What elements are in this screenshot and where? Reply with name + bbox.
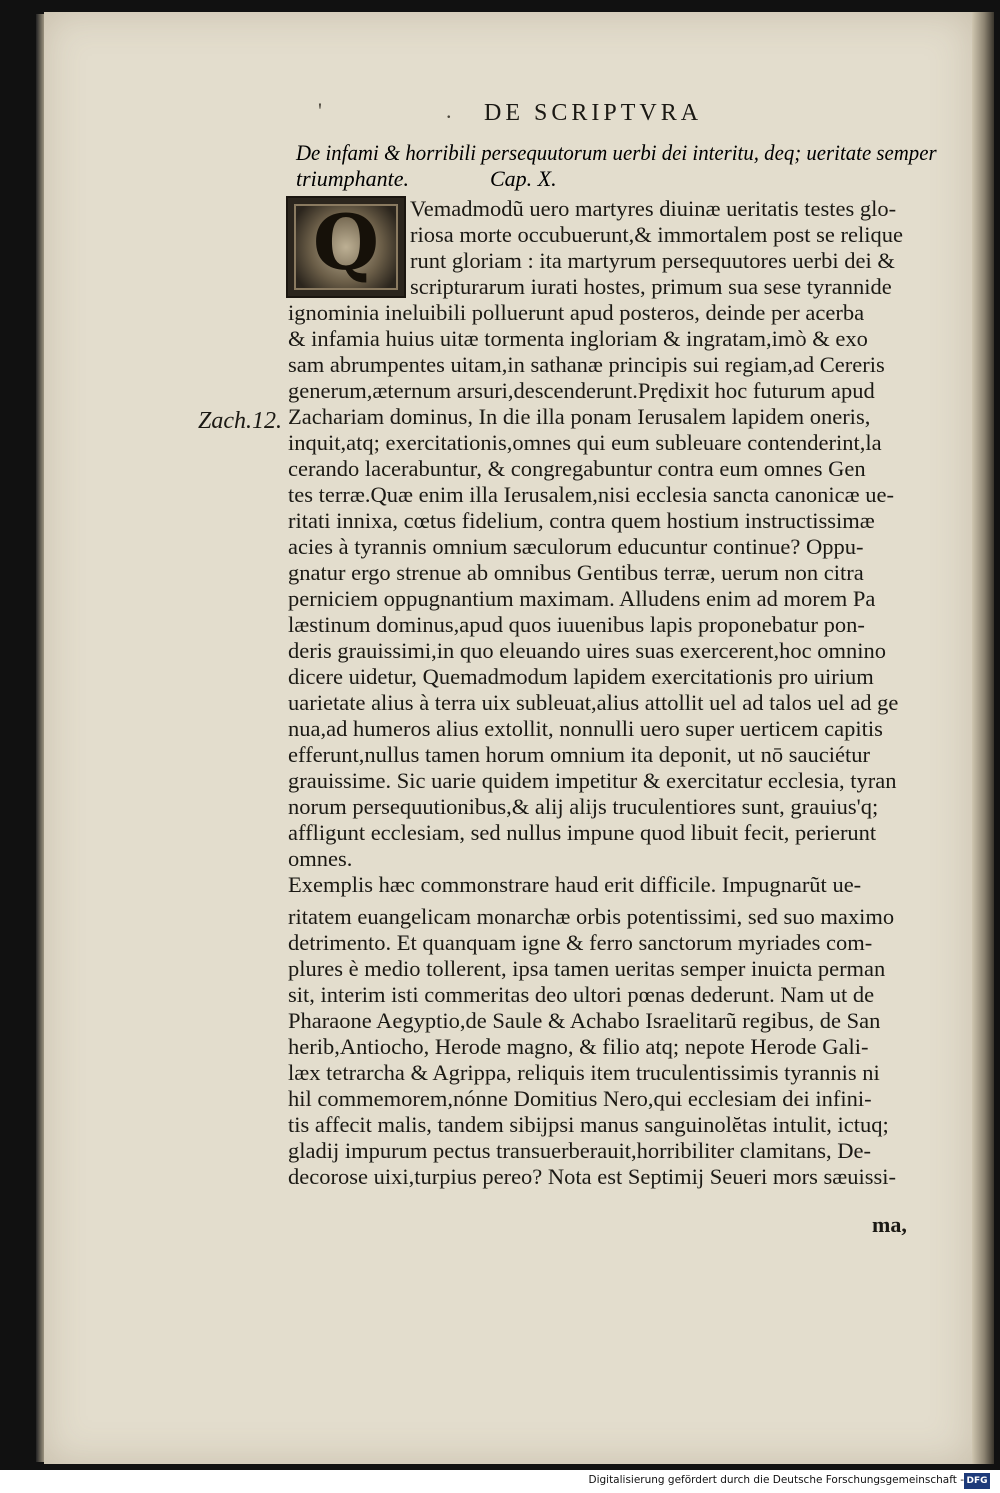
text-line: runt gloriam : ita martyrum persequutores uerbi dei & — [410, 248, 895, 273]
text-line: Zachariam dominus, In die illa ponam Ierusalem lapidem oneris, — [288, 404, 871, 429]
dfg-logo: DFG — [964, 1473, 990, 1489]
text-line: norum persequutionibus,& alij alijs truculentiores sunt, grauius'q; — [288, 794, 879, 819]
text-line: ignominia ineluibili polluerunt apud posteros, deinde per acerba — [288, 300, 865, 325]
text-line: uarietate alius à terra uix subleuat,alius attollit uel ad talos uel ad ge — [288, 690, 899, 715]
text-line: perniciem oppugnantium maximam. Alludens enim ad morem Pa — [288, 586, 876, 611]
text-line: læstinum dominus,apud quos iuuenibus lapis proponebatur pon- — [288, 612, 865, 637]
text-line: ritatem euangelicam monarchæ orbis potentissimi, sed suo maximo — [288, 904, 895, 929]
text-line: tes terræ.Quæ enim illa Ierusalem,nisi ecclesia sancta canonicæ ue- — [288, 482, 895, 507]
text-line: efferunt,nullus tamen horum omnium ita deponit, ut nō sauciétur — [288, 742, 870, 767]
initial-letter: Q — [312, 198, 380, 287]
chapter-title — [296, 140, 936, 192]
text-line: omnes. — [288, 846, 353, 871]
text-line: affligunt ecclesiam, sed nullus impune quod libuit fecit, perierunt — [288, 820, 877, 845]
text-line: Exemplis hæc commonstrare haud erit difficile. Impugnarũt ue- — [288, 872, 862, 897]
chapter-title-line: triumphante. — [296, 166, 410, 191]
text-line: dicere uidetur, Quemadmodum lapidem exercitationis pro uirium — [288, 664, 874, 689]
text-line: læx tetrarcha & Agrippa, reliquis item truculentissimis tyrannis ni — [288, 1060, 880, 1085]
chapter-number: Cap. X. — [490, 166, 557, 191]
text-line: cerando lacerabuntur, & congregabuntur contra eum omnes Gen — [288, 456, 866, 481]
text-line: ritati innixa, cœtus fidelium, contra quem hostium instructissimæ — [288, 508, 875, 533]
page-left-edge — [36, 14, 44, 1462]
text-line: decorose uixi,turpius pereo? Nota est Septimij Seueri mors sæuissi- — [288, 1164, 897, 1189]
text-line: gnatur ergo strenue ab omnibus Gentibus terræ, uerum non citra — [288, 560, 864, 585]
text-line: inquit,atq; exercitationis,omnes qui eum subleuare contenderint,la — [288, 430, 882, 455]
text-line: Vemadmodũ uero martyres diuinæ ueritatis testes glo- — [410, 196, 897, 221]
margin-note: Zach.12. — [198, 408, 282, 434]
text-line: gladij impurum pectus transuerberauit,horribiliter clamitans, De- — [288, 1138, 871, 1163]
text-line: Pharaone Aegyptio,de Saule & Achabo Israelitarũ regibus, de San — [288, 1008, 881, 1033]
head-mark: . — [446, 98, 452, 123]
text-line: scripturarum iurati hostes, primum sua sese tyrannide — [410, 274, 892, 299]
text-line: sam abrumpentes uitam,in sathanæ principis sui regiam,ad Cereris — [288, 352, 885, 377]
chapter-title-line: De infami & horribili persequutorum uerbi dei interitu, deq; ueritate semper — [296, 140, 937, 165]
text-line: herib,Antiocho, Herode magno, & filio atq; nepote Herode Gali- — [288, 1034, 869, 1059]
text-line: riosa morte occubuerunt,& immortalem post se relique — [410, 222, 903, 247]
text-line: deris grauissimi,in quo eleuando uires suas exercerent,hoc omnino — [288, 638, 886, 663]
text-line: nua,ad humeros alius extollit, nonnulli uero super uerticem capitis — [288, 716, 883, 741]
text-line: & infamia huius uitæ tormenta ingloriam & ingratam,imò & exo — [288, 326, 868, 351]
running-head: DE SCRIPTVRA — [484, 100, 703, 126]
text-line: grauissime. Sic uarie quidem impetitur & exercitatur ecclesia, tyran — [288, 768, 897, 793]
text-line: hil commemorem,nónne Domitius Nero,qui ecclesiam dei infini- — [288, 1086, 872, 1111]
text-line: plures è medio tollerent, ipsa tamen ueritas semper inuicta perman — [288, 956, 886, 981]
decorated-initial — [286, 196, 406, 298]
head-mark: ' — [318, 98, 322, 123]
text-line: tis affecit malis, tandem sibijpsi manus sanguinolĕtas intulit, ictuq; — [288, 1112, 889, 1137]
text-line: acies à tyrannis omnium sæculorum educuntur continue? Oppu- — [288, 534, 864, 559]
text-line: sit, interim isti commeritas deo ultori pœnas dederunt. Nam ut de — [288, 982, 875, 1007]
catchword: ma, — [872, 1212, 907, 1237]
text-line: detrimento. Et quanquam igne & ferro sanctorum myriades com- — [288, 930, 873, 955]
page-right-edge — [972, 12, 994, 1464]
text-line: generum,æternum arsuri,descenderunt.Prędixit hoc futurum apud — [288, 378, 875, 403]
footer-credit: Digitalisierung gefördert durch die Deutsche Forschungsgemeinschaft - — [588, 1474, 964, 1486]
